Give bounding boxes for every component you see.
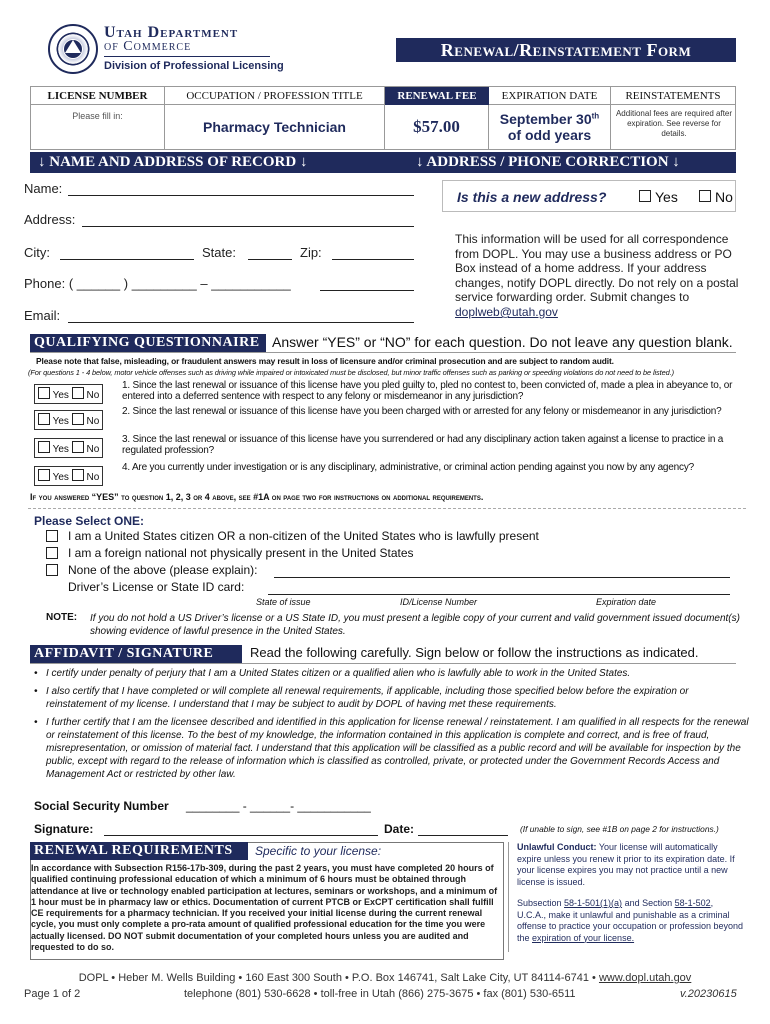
q1-no-checkbox[interactable] [72, 387, 84, 399]
q3-no-checkbox[interactable] [72, 441, 84, 453]
affidavit-bullet-1 [34, 667, 750, 680]
q3-answer [34, 438, 103, 458]
license-number-cell[interactable] [31, 105, 165, 149]
q3-no-label: No [86, 444, 100, 455]
q4-yes-checkbox[interactable] [38, 469, 50, 481]
license-table [30, 86, 736, 150]
note-text: If you do not hold a US Driver’s license or a US State ID, you must present a legible copy of your current and valid government issued document(s) showing evidence of lawful presence in the United States. [90, 613, 740, 637]
col-fee: RENEWAL FEE [385, 87, 489, 105]
dept-line1: Utah Department [104, 24, 239, 41]
renewal-requirements-box [30, 842, 504, 960]
name-field[interactable] [68, 195, 414, 196]
footer-version: v.20230615 [680, 988, 737, 1000]
if-yes-note: If you answered “YES” to question 1, 2, 3 or 4 above, see #1A on page two for instructions on additional requirements. [30, 492, 484, 502]
reinstatement-note: Additional fees are required after expiration. See reverse for details. [615, 109, 733, 138]
id-field[interactable] [268, 594, 730, 595]
citizenship-title: Please Select ONE: [34, 514, 145, 528]
col-license-number: LICENSE NUMBER [31, 87, 165, 105]
citizen-option-checkbox[interactable] [46, 530, 58, 542]
email-label: Email: [24, 308, 61, 323]
state-label: State: [202, 245, 236, 260]
q1-yes-checkbox[interactable] [38, 387, 50, 399]
date-label: Date: [384, 822, 415, 836]
affidavit-bullet-3-text: I further certify that I am the licensee described and identified in this application for license renewal / reinstatement. I am qualified in all respects for the renewal or reinstatement of this license. To the best of my knowledge, the information contained in this application is complete and correct, and is free of fraud, misrepresentation, or omission of material fact. I understand that this application will be classified as a public record and will be available for inspection by the public, except with regard to the release of information which is classified as controlled, private, or protected under the Government Records Access and Management Act or restricted by other law. [46, 717, 749, 780]
affidavit-bullet-3 [34, 716, 750, 781]
expiration-sub: of odd years [507, 127, 592, 143]
state-seal [48, 24, 98, 74]
occupation-cell: Pharmacy Technician [165, 105, 385, 149]
new-address-no-label: No [715, 189, 733, 205]
address-correction-heading: ↓ ADDRESS / PHONE CORRECTION ↓ [416, 154, 680, 170]
city-label: City: [24, 245, 50, 260]
unlawful-conduct-para2 [517, 898, 744, 944]
q3-text: 3. Since the last renewal or issuance of this license have you surrendered or had any disciplinary action taken against a license to practice in a regulated profession? [122, 434, 724, 456]
q4-no-checkbox[interactable] [72, 469, 84, 481]
q2-text: 2. Since the last renewal or issuance of this license have you been charged with or arrested for any felony or misdemeanor in any jurisdiction? [122, 406, 722, 417]
explain-field[interactable] [274, 577, 730, 578]
new-address-no-checkbox[interactable] [699, 190, 711, 202]
phone-label: Phone: ( ______ ) _________ – ___________ [24, 276, 291, 291]
expiration-cell [489, 105, 611, 149]
bullet-dot: • [34, 717, 38, 728]
q2-yes-checkbox[interactable] [38, 413, 50, 425]
statute-link-2[interactable]: 58-1-502 [674, 898, 711, 908]
id-label: Driver’s License or State ID card: [68, 580, 245, 594]
license-placeholder: Please fill in: [72, 111, 123, 121]
q3-yes-label: Yes [52, 444, 69, 455]
q2-no-checkbox[interactable] [72, 413, 84, 425]
correction-info-text: This information will be used for all correspondence from DOPL. You may use a business address or PO Box instead of a home address. If your address changes, notify DOPL directly. Do not rely on a postal service forwarding order. Submit changes to [455, 232, 739, 305]
new-address-question: Is this a new address? [457, 189, 607, 205]
unlawful-conduct-para1 [517, 842, 744, 888]
zip-field[interactable] [332, 259, 414, 260]
signature-field[interactable] [104, 835, 378, 836]
q4-text: 4. Are you currently under investigation or is any disciplinary, administrative, or criminal action pending against you now by any agency? [122, 462, 694, 473]
q2-answer [34, 410, 103, 430]
zip-label: Zip: [300, 245, 322, 260]
affidavit-bullet-2 [34, 685, 750, 711]
q1-answer [34, 384, 103, 404]
division-name: Division of Professional Licensing [104, 60, 284, 72]
new-address-yes-label: Yes [655, 189, 678, 205]
foreign-option-label: I am a foreign national not physically present in the United States [68, 546, 414, 560]
none-option-checkbox[interactable] [46, 564, 58, 576]
unlawful-text2-b: and Section [622, 898, 675, 908]
citizen-option-label: I am a United States citizen OR a non-citizen of the United States who is lawfully present [68, 529, 539, 543]
phone-field[interactable] [320, 290, 414, 291]
affidavit-title: AFFIDAVIT / SIGNATURE [30, 645, 242, 663]
q3-yes-checkbox[interactable] [38, 441, 50, 453]
questionnaire-note: (For questions 1 - 4 below, motor vehicle offenses such as driving while impaired or intoxicated must be disclosed, but minor traffic offenses such as parking or speeding violations do not need to be listed.) [28, 368, 674, 377]
q4-no-label: No [86, 472, 100, 483]
renewal-requirements-title: RENEWAL REQUIREMENTS [30, 842, 248, 860]
affidavit-bullet-2-text: I also certify that I have completed or will complete all renewal requirements, if applicable, including those specified below before the expiration or reinstatement of my license. I understand that I may be subject to audit by DOPL of having met these requirements. [46, 686, 689, 710]
q1-yes-label: Yes [52, 390, 69, 401]
signature-label: Signature: [34, 822, 94, 836]
unlawful-conduct-label: Unlawful Conduct: [517, 842, 597, 852]
unlawful-text2-c: , U.C.A., make it unlawful and punishable as a criminal offense to practice your occupation or profession beyond the [517, 898, 743, 943]
dept-line2: of Commerce [104, 39, 192, 54]
bullet-dot: • [34, 686, 38, 697]
unlawful-conduct-text1: Your license will automatically expire unless you renew it prior to its expiration date. If your license expires you may not practice until a new license is issued. [517, 842, 735, 887]
id-sub-number: ID/License Number [400, 597, 478, 607]
none-option-label: None of the above (please explain): [68, 563, 258, 577]
q2-no-label: No [86, 416, 100, 427]
bullet-dot: • [34, 668, 38, 679]
email-field[interactable] [68, 322, 414, 323]
footer-page-number: Page 1 of 2 [24, 988, 81, 1000]
name-label: Name: [24, 181, 63, 196]
dopl-email-link[interactable]: doplweb@utah.gov [455, 304, 558, 319]
footer-address: DOPL • Heber M. Wells Building • 160 East 300 South • P.O. Box 146741, Salt Lake City, UT 84114-6741 • [78, 972, 596, 984]
address-label: Address: [24, 212, 76, 227]
questionnaire-warning: Please note that false, misleading, or fraudulent answers may result in loss of licensure and/or criminal prosecution and are subject to random audit. [36, 356, 614, 366]
correction-box [442, 180, 736, 212]
id-sub-expiration: Expiration date [596, 597, 657, 607]
q1-no-label: No [86, 390, 100, 401]
unlawful-conduct-box [508, 842, 744, 952]
q4-answer [34, 466, 103, 486]
unlawful-text2-a: Subsection [517, 898, 565, 908]
city-field[interactable] [60, 259, 194, 260]
footer-contact: telephone (801) 530-6628 • toll-free in Utah (866) 275-3675 • fax (801) 530-6511 [184, 988, 576, 1000]
date-field[interactable] [418, 835, 508, 836]
address-field[interactable] [82, 226, 414, 227]
questionnaire-rule [30, 352, 736, 353]
foreign-option-checkbox[interactable] [46, 547, 58, 559]
col-reinstatements: REINSTATEMENTS [611, 87, 735, 105]
footer-website-link[interactable]: www.dopl.utah.gov [598, 972, 692, 984]
fee-cell: $57.00 [385, 105, 489, 149]
state-field[interactable] [248, 259, 292, 260]
statute-link-3[interactable]: expiration of your license. [532, 932, 635, 943]
new-address-yes-checkbox[interactable] [639, 190, 651, 202]
unable-sign-note: (If unable to sign, see #1B on page 2 for instructions.) [520, 824, 719, 834]
section-bar [30, 152, 736, 173]
expiration-main: September 30 [499, 111, 592, 127]
q2-yes-label: Yes [52, 416, 69, 427]
statute-link-1[interactable]: 58-1-501(1)(a) [564, 898, 623, 908]
ssn-field[interactable]: ________ - ______- ___________ [186, 799, 371, 813]
affidavit-bullet-1-text: I certify under penalty of perjury that I am a United States citizen or a qualified alien who is lawfully able to work in the United States. [46, 668, 631, 679]
ssn-label: Social Security Number [34, 799, 169, 813]
header-rule [104, 56, 270, 57]
footer-line1 [0, 972, 770, 984]
form-title: Renewal/Reinstatement Form [396, 38, 736, 62]
note-label: NOTE: [46, 612, 78, 623]
id-sub-state: State of issue [256, 597, 311, 607]
q1-text: 1. Since the last renewal or issuance of this license have you pled guilty to, pled no contest to, been convicted of, made a plea in abeyance to, or entered into a deferred sentence with respect to any felony or misdemeanor in any jurisdiction? [122, 380, 733, 402]
renewal-requirements-subtitle: Specific to your license: [255, 844, 382, 858]
affidavit-rule [30, 663, 736, 664]
q4-yes-label: Yes [52, 472, 69, 483]
renewal-requirements-body: In accordance with Subsection R156-17b-309, during the past 2 years, you must have completed 20 hours of qualified continuing professional education of which a minimum of 6 hours must be obtained through attendance at live or technology enabled participation at lectures, seminars or workshops, and a minimum of 1 hour must be in pharmacy law or ethics. Documentation of current PTCB or ExCPT certification shall fulfill CE requirements for a pharmacy technician. If you received your initial license during the current renewal cycle, you must only complete a pro-rata amount of qualified professional education for the time you were actually licensed. DO NOT submit documentation of your completed hours unless you are audited and requested to do so. [31, 863, 498, 953]
questionnaire-instruction: Answer “YES” or “NO” for each question. Do not leave any question blank. [272, 334, 733, 350]
expiration-sup: th [591, 111, 600, 121]
affidavit-instruction: Read the following carefully. Sign below or follow the instructions as indicated. [250, 645, 699, 660]
correction-info [455, 232, 751, 320]
questionnaire-title: QUALIFYING QUESTIONNAIRE [30, 334, 266, 352]
col-occupation: OCCUPATION / PROFESSION TITLE [165, 87, 385, 105]
name-address-heading: ↓ NAME AND ADDRESS OF RECORD ↓ [38, 154, 308, 170]
col-expiration: EXPIRATION DATE [489, 87, 611, 105]
